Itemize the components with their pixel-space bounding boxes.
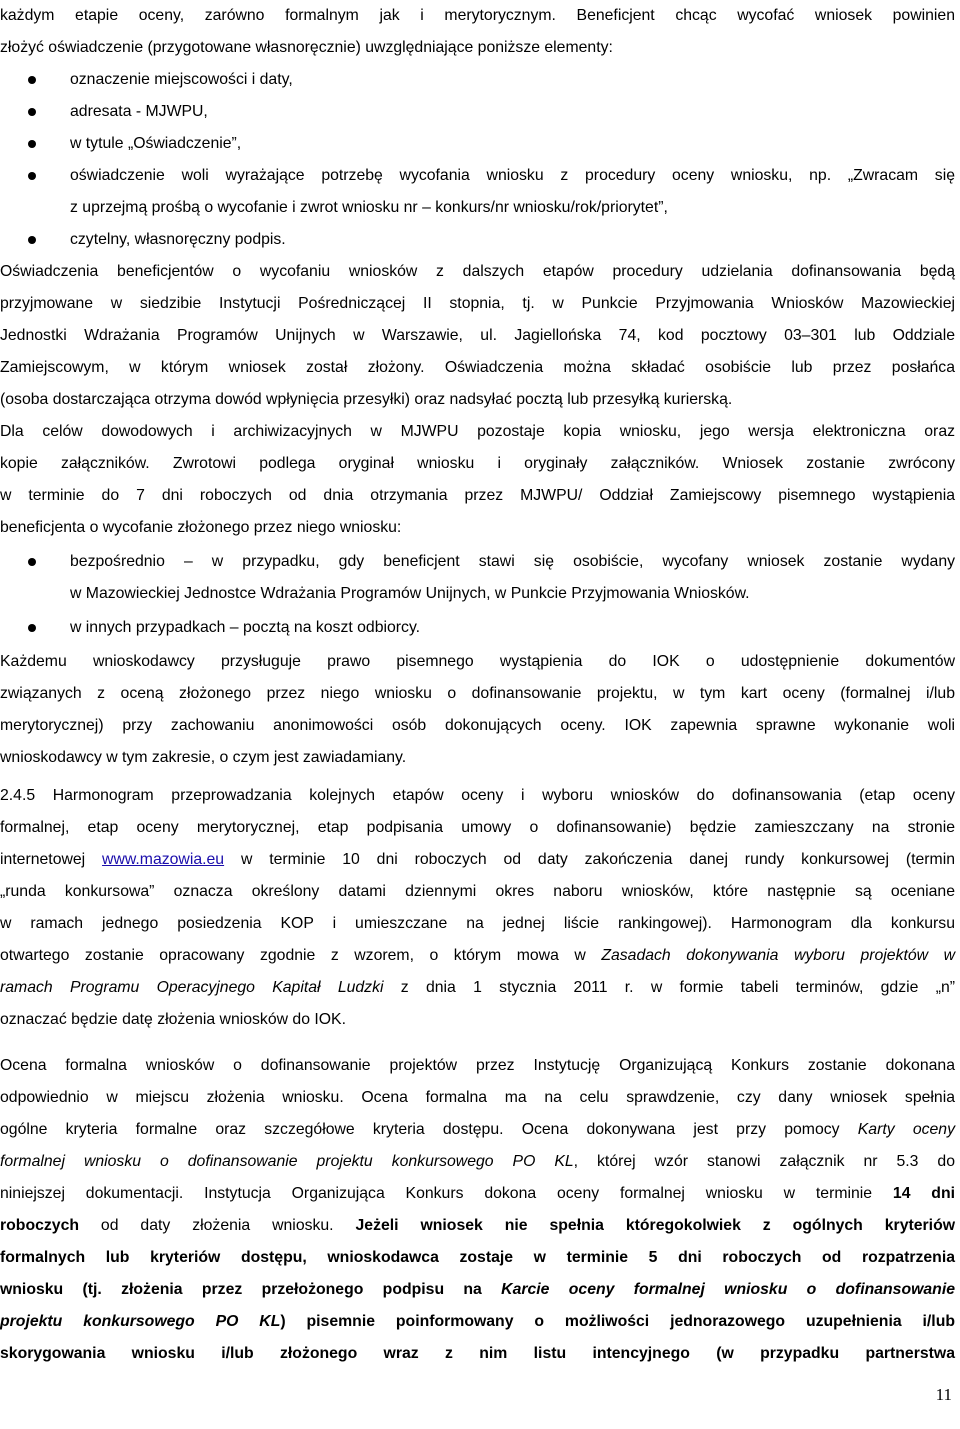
bullet-icon: [28, 558, 36, 566]
text-line: [70, 584, 955, 604]
text-segment: w terminie 10 dni roboczych od daty zakończenia danej rundy konkursowej (termin: [224, 851, 955, 868]
text-segment: otwartego zostanie opracowany zgodnie z wzorem, o którym mowa w: [0, 947, 602, 964]
text-segment: Oświadczenia beneficjentów o wycofaniu wniosków z dalszych etapów procedury udzielania dofinansowania będą: [0, 263, 955, 280]
list-item: [70, 230, 955, 250]
list-item: [70, 70, 955, 90]
text-line: [0, 1088, 955, 1108]
text-segment: w innych przypadkach – pocztą na koszt odbiorcy.: [70, 619, 421, 636]
text-segment: , której wzór stanowi załącznik nr 5.3 do: [573, 1153, 955, 1170]
text-line: [0, 978, 955, 998]
list-item: [70, 134, 955, 154]
text-segment: beneficjenta o wycofanie złożonego przez niego wniosku:: [0, 519, 402, 536]
text-line: [0, 390, 955, 410]
text-segment: związanych z oceną złożonego przez niego wniosku o dofinansowanie projektu, w tym kart oceny (formalnej i/lub: [0, 685, 955, 702]
bullet-icon: [28, 108, 36, 116]
text-line: [0, 1152, 955, 1172]
text-segment: złożyć oświadczenie (przygotowane własnoręcznie) uwzględniające poniższe elementy:: [0, 39, 613, 56]
text-line: [0, 454, 955, 474]
text-segment: od daty złożenia wniosku.: [79, 1217, 356, 1234]
text-line: [0, 1120, 955, 1140]
text-line: [0, 1312, 955, 1332]
page-number: 11: [935, 1385, 952, 1404]
text-segment: w tytule „Oświadczenie”,: [70, 135, 242, 152]
text-line: [0, 882, 955, 902]
text-segment: oznaczenie miejscowości i daty,: [70, 71, 293, 88]
text-line: [0, 422, 955, 442]
text-segment: Dla celów dowodowych i archiwizacyjnych w MJWPU pozostaje kopia wniosku, jego wersja elektroniczna oraz: [0, 423, 955, 440]
text-segment: niniejszej dokumentacji. Instytucja Organizująca Konkurs dokona oceny formalnej wniosku w terminie: [0, 1185, 893, 1202]
text-segment: formalnych lub kryteriów dostępu, wnioskodawca zostaje w terminie 5 dni roboczych od rozpatrzenia: [0, 1249, 955, 1266]
text-segment: Zasadach dokonywania wyboru projektów w: [601, 947, 955, 964]
text-line: [0, 1248, 955, 1268]
text-line: [0, 1280, 955, 1300]
text-line: [0, 38, 955, 58]
text-segment: ogólne kryteria formalne oraz szczegółowe kryteria dostępu. Ocena dokonywana jest przy pomocy: [0, 1121, 858, 1138]
text-segment: kopie załączników. Zwrotowi podlega oryginał wniosku i oryginały załączników. Wniosek zostanie zwrócony: [0, 455, 955, 472]
text-line: [0, 850, 955, 870]
text-segment: Jeżeli wniosek nie spełnia któregokolwiek z ogólnych kryteriów: [355, 1217, 955, 1234]
text-segment: adresata - MJWPU,: [70, 103, 208, 120]
list-item: [70, 552, 955, 572]
text-line: [0, 326, 955, 346]
text-line: [0, 786, 955, 806]
text-line: [0, 684, 955, 704]
bullet-icon: [28, 140, 36, 148]
text-segment: Ocena formalna wniosków o dofinansowanie projektów przez Instytucję Organizującą Konkurs zostanie dokonana: [0, 1057, 955, 1074]
text-segment: internetowej: [0, 851, 103, 868]
text-segment: z dnia 1 stycznia 2011 r. w formie tabeli terminów, gdzie „n”: [383, 979, 956, 996]
list-item: [70, 166, 955, 186]
text-segment: w Mazowieckiej Jednostce Wdrażania Programów Unijnych, w Punkcie Przyjmowania Wniosków.: [70, 585, 750, 602]
text-segment: w ramach jednego posiedzenia KOP i umieszczane na jednej liście rankingowej). Harmonogram dla konkursu: [0, 915, 955, 932]
list-item: [70, 618, 955, 638]
text-segment: bezpośrednio – w przypadku, gdy beneficjent stawi się osobiście, wycofany wniosek zostanie wydany: [70, 553, 955, 570]
text-segment: w terminie do 7 dni roboczych od dnia otrzymania przez MJWPU/ Oddział Zamiejscowy pisemnego wystąpienia: [0, 487, 955, 504]
text-segment: Karcie oceny formalnej wniosku o dofinansowanie: [501, 1281, 955, 1298]
text-segment: Jednostki Wdrażania Programów Unijnych w Warszawie, ul. Jagiellońska 74, kod pocztowy 03–301 lub Oddziale: [0, 327, 955, 344]
text-line: [0, 1216, 955, 1236]
text-segment: „runda konkursowa” oznacza określony datami dziennymi okres naboru wniosków, które następnie są oceniane: [0, 883, 955, 900]
text-segment: wnioskodawcy w tym zakresie, o czym jest zawiadamiany.: [0, 749, 407, 766]
text-line: [0, 914, 955, 934]
text-segment: merytorycznej) przy zachowaniu anonimowości osób dokonujących oceny. IOK zapewnia sprawne wykonanie woli: [0, 717, 955, 734]
text-line: [0, 486, 955, 506]
text-segment: ramach Programu Operacyjnego Kapitał Ludzki: [0, 979, 384, 996]
text-line: [0, 294, 955, 314]
bullet-icon: [28, 236, 36, 244]
text-line: [70, 198, 955, 218]
list-item: [70, 102, 955, 122]
text-segment: każdym etapie oceny, zarówno formalnym jak i merytorycznym. Beneficjent chcąc wycofać wniosek powinien: [0, 7, 955, 24]
text-line: [0, 6, 955, 26]
text-segment: Każdemu wnioskodawcy przysługuje prawo pisemnego wystąpienia do IOK o udostępnienie dokumentów: [0, 653, 955, 670]
text-line: [0, 518, 955, 538]
text-line: [0, 946, 955, 966]
text-line: [0, 1184, 955, 1204]
text-segment: roboczych: [0, 1217, 79, 1234]
bullet-icon: [28, 76, 36, 84]
text-segment: oznaczać będzie datę złożenia wniosków do IOK.: [0, 1011, 346, 1028]
text-line: [0, 818, 955, 838]
text-line: [0, 1056, 955, 1076]
bullet-icon: [28, 624, 36, 632]
text-segment: 2.4.5 Harmonogram przeprowadzania kolejnych etapów oceny i wyboru wniosków do dofinansowania (etap oceny: [0, 787, 955, 804]
text-segment: formalnej wniosku o dofinansowanie projektu konkursowego PO KL: [0, 1153, 574, 1170]
text-line: [0, 652, 955, 672]
text-segment: czytelny, własnoręczny podpis.: [70, 231, 286, 248]
text-line: [0, 262, 955, 282]
text-segment: przyjmowane w siedzibie Instytucji Pośredniczącej II stopnia, tj. w Punkcie Przyjmowania Wniosków Mazowieckiej: [0, 295, 955, 312]
text-segment: ) pisemnie poinformowany o możliwości jednorazowego uzupełnienia i/lub: [280, 1313, 955, 1330]
text-line: [0, 358, 955, 378]
text-segment: Zamiejscowym, w którym wniosek został złożony. Oświadczenia można składać osobiście lub przez posłańca: [0, 359, 955, 376]
text-line: [0, 1010, 955, 1030]
bullet-icon: [28, 172, 36, 180]
text-segment: oświadczenie woli wyrażające potrzebę wycofania wniosku z procedury oceny wniosku, np. „Zwracam się: [70, 167, 955, 184]
text-segment: projektu konkursowego PO KL: [0, 1313, 281, 1330]
text-segment: z uprzejmą prośbą o wycofanie i zwrot wniosku nr – konkurs/nr wniosku/rok/priorytet”,: [70, 199, 668, 216]
text-line: [0, 1344, 955, 1364]
text-segment: skorygowania wniosku i/lub złożonego wraz z nim listu intencyjnego (w przypadku partnerstwa: [0, 1345, 955, 1362]
text-line: [0, 748, 955, 768]
text-segment: 14 dni: [892, 1185, 955, 1202]
website-link[interactable]: www.mazowia.eu: [102, 851, 225, 868]
text-segment: (osoba dostarczająca otrzyma dowód wpłynięcia przesyłki) oraz nadsyłać pocztą lub przesyłką kurierską.: [0, 391, 733, 408]
text-segment: formalnej, etap oceny merytorycznej, etap podpisania umowy o dofinansowanie) będzie zamieszczany na stronie: [0, 819, 955, 836]
text-line: [0, 716, 955, 736]
text-segment: Karty oceny: [857, 1121, 955, 1138]
text-segment: wniosku (tj. złożenia przez przełożonego podpisu na: [0, 1281, 502, 1298]
text-segment: odpowiednio w miejscu złożenia wniosku. Ocena formalna ma na celu sprawdzenie, czy dany wniosek spełnia: [0, 1089, 955, 1106]
